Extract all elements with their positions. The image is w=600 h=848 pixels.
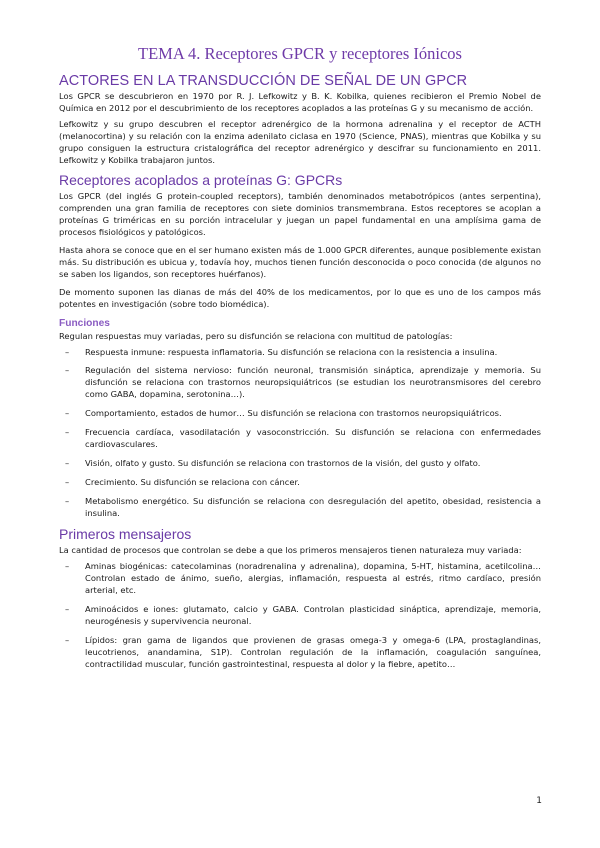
paragraph: Hasta ahora se conoce que en el ser humano existen más de 1.000 GPCR diferentes, aunque posiblemente existan más. Su distribución es ubicua y, todavía hoy, muchos tienen función desconocida o poco conocida (de algunos no se saben los ligandos, son receptores huérfanos). (59, 245, 541, 279)
section-gpcrs-heading: Receptores acoplados a proteínas G: GPCRs (59, 172, 343, 189)
list-dash: – (65, 457, 70, 468)
list-item (59, 347, 541, 359)
paragraph: Lefkowitz y su grupo descubren el receptor adrenérgico de la hormona adrenalina y el receptor de ACTH (melanocortina) y su relación con la enzima adenilato ciclasa en 1970 (Science, PNAS), mientras que Kobilka y su grupo consiguen la estructura cristalográfica del receptor adrenérgico y descifrar su funcionamiento en 2011. Lefkowitz y Kobilka trabajaron juntos. (59, 118, 541, 165)
section-gpcrs (59, 172, 541, 310)
section-funciones-intro: Regulan respuestas muy variadas, pero su disfunción se relaciona con multitud de patologías: (59, 330, 453, 341)
paragraph: Los GPCR (del inglés G protein-coupled receptors), también denominados metabotrópicos (antes serpentina), comprenden una gran familia de receptores con siete dominios transmembrana. Estos receptores se acoplan a proteínas G triméricas en su porción intracelular y juegan un papel fundamental en una amplísima gama de procesos fisiológicos y patológicos. (59, 191, 541, 238)
list-item (59, 427, 541, 451)
list-dash: – (65, 604, 70, 615)
list-item-text: Visión, olfato y gusto. Su disfunción se relaciona con trastornos de la visión, del gusto y olfato. (85, 457, 481, 468)
list-item-text: Comportamiento, estados de humor… Su disfunción se relaciona con trastornos neuropsiquiátricos. (85, 408, 502, 419)
list-item-text: Aminas biogénicas: catecolaminas (noradrenalina y adrenalina), dopamina, 5-HT, histamina, acetilcolina… Controlan estado de ánimo, sueño, alergias, inflamación, respuesta al estrés, ritmo cardíaco, presión arterial, etc. (85, 561, 541, 596)
list-item-text: Frecuencia cardíaca, vasodilatación y vasoconstricción. Su disfunción se relaciona con enfermedades cardiovasculares. (85, 427, 541, 449)
list-dash: – (65, 495, 70, 506)
list-item-text: Aminoácidos e iones: glutamato, calcio y GABA. Controlan plasticidad sináptica, aprendizaje, memoria, neurogénesis y supervivencia neuronal. (85, 604, 541, 626)
paragraph: Los GPCR se descubrieron en 1970 por R. J. Lefkowitz y B. K. Kobilka, quienes recibieron el Premio Nobel de Química en 2012 por el descubrimiento de los receptores acoplados a las proteínas G y su mecanismo de acción. (59, 91, 541, 113)
section-mensajeros-heading: Primeros mensajeros (59, 526, 192, 543)
list-item (59, 365, 541, 401)
page-number: 1 (536, 796, 542, 806)
document-title: TEMA 4. Receptores GPCR y receptores Iónicos (138, 44, 462, 63)
list-item (59, 477, 541, 489)
list-item-text: Respuesta inmune: respuesta inflamatoria. Su disfunción se relaciona con la resistencia a insulina. (85, 346, 498, 357)
list-item (59, 635, 541, 671)
list-item-text: Metabolismo energético. Su disfunción se relaciona con desregulación del apetito, obesidad, resistencia a insulina. (85, 495, 541, 518)
list-dash: – (65, 427, 70, 438)
section-actores-heading: ACTORES EN LA TRANSDUCCIÓN DE SEÑAL DE UN GPCR (59, 73, 468, 89)
list-item (59, 408, 541, 420)
list-dash: – (65, 365, 70, 376)
section-mensajeros-intro: La cantidad de procesos que controlan se debe a que los primeros mensajeros tienen naturaleza muy variada: (59, 545, 522, 556)
section-mensajeros (59, 526, 541, 670)
funciones-list (59, 347, 541, 520)
list-item (59, 604, 541, 628)
list-dash: – (65, 634, 70, 645)
section-funciones-heading: Funciones (59, 317, 110, 329)
paragraph: De momento suponen las dianas de más del 40% de los medicamentos, por lo que es uno de los campos más potentes en investigación (sobre todo biomédica). (59, 286, 541, 309)
section-funciones (59, 318, 541, 520)
list-item (59, 458, 541, 470)
list-item (59, 496, 541, 520)
list-dash: – (65, 408, 70, 419)
list-dash: – (65, 561, 70, 572)
list-dash: – (65, 346, 70, 357)
list-item-text: Crecimiento. Su disfunción se relaciona con cáncer. (85, 476, 300, 487)
list-item (59, 561, 541, 597)
list-item-text: Lípidos: gran gama de ligandos que provienen de grasas omega-3 y omega-6 (LPA, prostaglandinas, leucotrienos, anandamina, S1P). Controlan regulación de la inflamación, coagulación sanguínea, contractilidad muscular, función gastrointestinal, respuesta al dolor y la fiebre, apetito… (85, 634, 541, 669)
list-item-text: Regulación del sistema nervioso: función neuronal, transmisión sináptica, aprendizaje y memoria. Su disfunción se relaciona con trastornos neuropsiquiátricos (se estudian los neurotransmisores del cerebro como GABA, dopamina, serotonina…). (85, 365, 541, 400)
mensajeros-list (59, 561, 541, 670)
list-dash: – (65, 476, 70, 487)
section-actores (59, 73, 541, 166)
